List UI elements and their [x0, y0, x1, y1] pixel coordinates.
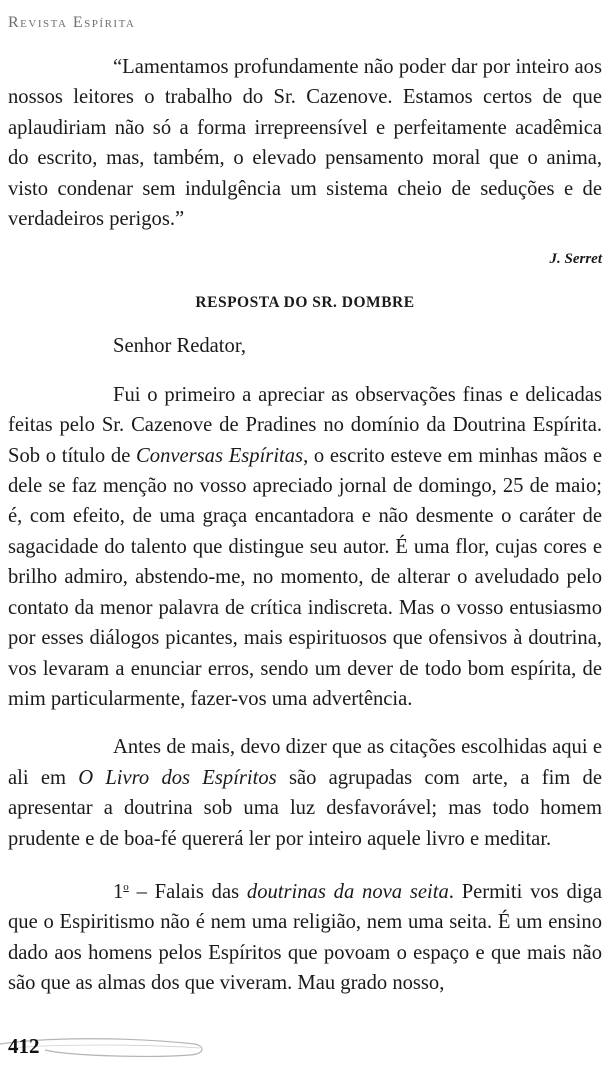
item-number: 1: [113, 880, 124, 903]
signature: J. Serret: [549, 251, 602, 268]
page-body: [8, 52, 602, 998]
paragraph-text: – Falais das: [128, 880, 247, 903]
paragraph-text: , o escrito esteve em minhas mãos e dele se faz menção no vosso apreciado jornal de domingo, 25 de maio; é, com efeito, de uma graça encantadora e não desmente o caráter de sagacidade do talento que distingue seu autor. É uma flor, cujas cores e brilho admiro, abstendo-me, no momento, de alterar o aveludado pelo contato da menor palavra de crítica indiscreta. Mas o vosso entusiasmo por esses diálogos picantes, mais espirituosos que ofensivos à doutrina, vos levaram a enunciar erros, sendo um dever de todo bom espírita, de mim particularmente, fazer-vos uma advertência.: [8, 444, 602, 710]
paragraph-text: Antes de mais, devo dizer que as citações escolhidas aqui e ali em: [8, 736, 602, 789]
paragraph-3: [8, 872, 602, 998]
paragraph-1: [8, 380, 602, 714]
italic-title: O Livro dos Espíritos: [78, 766, 277, 789]
italic-phrase: doutrinas da nova seita: [246, 880, 449, 903]
paragraph-text: . Permiti vos diga que o Espiritismo não é nem uma religião, nem uma seita. É um ensino dado aos homens pelos Espíritos que povoam o espaço e que mais não são que as almas dos que viveram. Mau grado nosso,: [8, 880, 602, 995]
italic-title: Conversas Espíritas: [136, 444, 304, 467]
paragraph-text: Fui o primeiro a apreciar as observações finas e delicadas feitas pelo Sr. Cazenove de Pradines no domínio da Doutrina Espírita. Sob o título de: [8, 383, 602, 467]
running-head: Revista Espírita: [8, 14, 136, 31]
section-heading: RESPOSTA DO SR. DOMBRE: [195, 294, 415, 312]
page-number: 412: [8, 1034, 40, 1058]
ordinal-mark: o: [123, 880, 129, 893]
paragraph-text: são agrupadas com arte, a fim de apresentar a doutrina sob uma luz desfavorável; mas todo homem prudente e de boa-fé quererá ler por inteiro aquele livro e meditar.: [8, 766, 602, 850]
quote-paragraph: “Lamentamos profundamente não poder dar por inteiro aos nossos leitores o trabalho do Sr. Cazenove. Estamos certos de que aplaudiriam não só a forma irrepreensível e perfeitamente acadêmica do escrito, mas, também, o elevado pensamento moral que o anima, visto condenar sem indulgência um sistema cheio de seduções e de verdadeiros perigos.”: [8, 56, 602, 231]
paragraph-2: [8, 732, 602, 854]
salutation: Senhor Redator,: [113, 335, 247, 358]
